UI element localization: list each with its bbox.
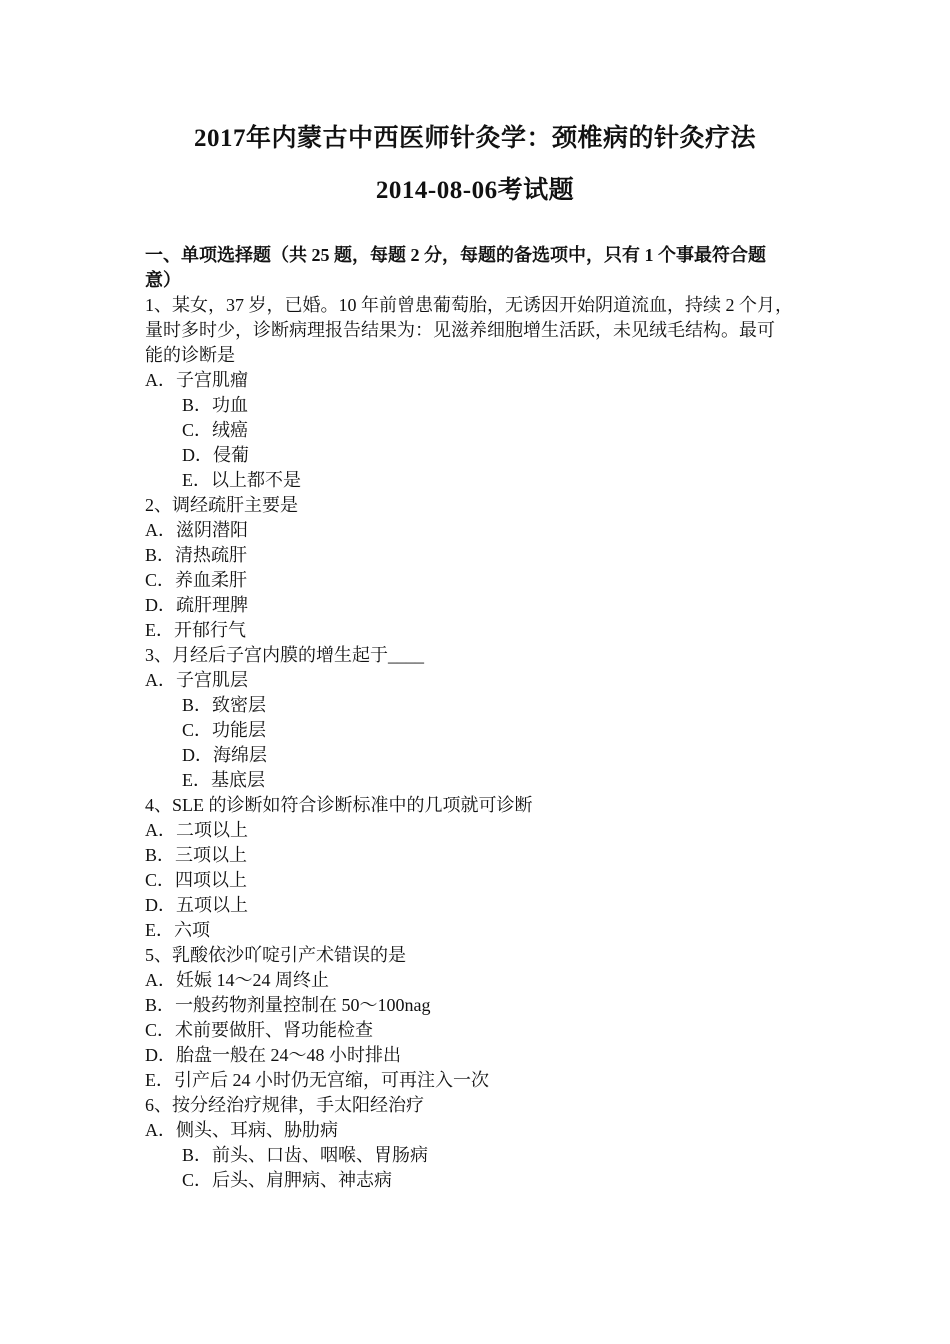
answer-option: A．滋阴潜阳 — [145, 520, 248, 540]
answer-option: B．前头、口齿、咽喉、胃肠病 — [182, 1145, 429, 1165]
answer-option: B．三项以上 — [145, 845, 248, 865]
question-item — [145, 793, 815, 943]
answer-option: E．开郁行气 — [145, 620, 246, 640]
section-heading-line: 意） — [145, 270, 181, 290]
answer-option: B．功血 — [182, 395, 249, 415]
section-heading — [145, 243, 815, 293]
question-stem-line: 6、按分经治疗规律，手太阳经治疗 — [145, 1095, 424, 1115]
answer-option: C．术前要做肝、肾功能检查 — [145, 1020, 374, 1040]
answer-option: B．致密层 — [182, 695, 267, 715]
answer-option: A．二项以上 — [145, 820, 248, 840]
answer-option: E．六项 — [145, 920, 210, 940]
question-item — [145, 1093, 815, 1193]
answer-option: E．引产后 24 小时仍无宫缩，可再注入一次 — [145, 1070, 489, 1090]
answer-option: A．子宫肌瘤 — [145, 370, 248, 390]
question-stem-line: 量时多时少，诊断病理报告结果为：见滋养细胞增生活跃，未见绒毛结构。最可 — [145, 320, 775, 340]
answer-option: D．疏肝理脾 — [145, 595, 248, 615]
answer-option: D．胎盘一般在 24～48 小时排出 — [145, 1045, 401, 1065]
question-stem-line: 2、调经疏肝主要是 — [145, 495, 298, 515]
question-stem-line: 3、月经后子宫内膜的增生起于____ — [145, 645, 424, 665]
document-subtitle: 2014-08-06考试题 — [375, 177, 575, 204]
document-body — [145, 243, 815, 1193]
answer-option: A．妊娠 14～24 周终止 — [145, 970, 329, 990]
question-stem-line: 能的诊断是 — [145, 345, 235, 365]
answer-option: C．四项以上 — [145, 870, 248, 890]
answer-option: B．清热疏肝 — [145, 545, 248, 565]
answer-option: D．侵葡 — [182, 445, 249, 465]
answer-option: B．一般药物剂量控制在 50～100nag — [145, 995, 431, 1015]
question-item — [145, 493, 815, 643]
answer-option: D．五项以上 — [145, 895, 248, 915]
question-list — [145, 293, 815, 1193]
answer-option: E．基底层 — [182, 770, 265, 790]
question-item — [145, 643, 815, 793]
question-item — [145, 943, 815, 1093]
question-stem-line: 1、某女，37 岁，已婚。10 年前曾患葡萄胎，无诱因开始阴道流血，持续 2 个月， — [145, 295, 793, 315]
answer-option: C．绒癌 — [182, 420, 249, 440]
answer-option: C．养血柔肝 — [145, 570, 248, 590]
answer-option: C．功能层 — [182, 720, 267, 740]
answer-option: C．后头、肩胛病、神志病 — [182, 1170, 393, 1190]
question-item — [145, 293, 815, 493]
answer-option: A．侧头、耳病、胁肋病 — [145, 1120, 338, 1140]
document-title: 2017年内蒙古中西医师针灸学：颈椎病的针灸疗法 — [193, 125, 756, 152]
answer-option: E．以上都不是 — [182, 470, 301, 490]
answer-option: A．子宫肌层 — [145, 670, 248, 690]
section-heading-line: 一、单项选择题（共 25 题，每题 2 分，每题的备选项中，只有 1 个事最符合题 — [145, 245, 766, 265]
question-stem-line: 5、乳酸依沙吖啶引产术错误的是 — [145, 945, 406, 965]
answer-option: D．海绵层 — [182, 745, 267, 765]
question-stem-line: 4、SLE 的诊断如符合诊断标准中的几项就可诊断 — [145, 795, 533, 815]
